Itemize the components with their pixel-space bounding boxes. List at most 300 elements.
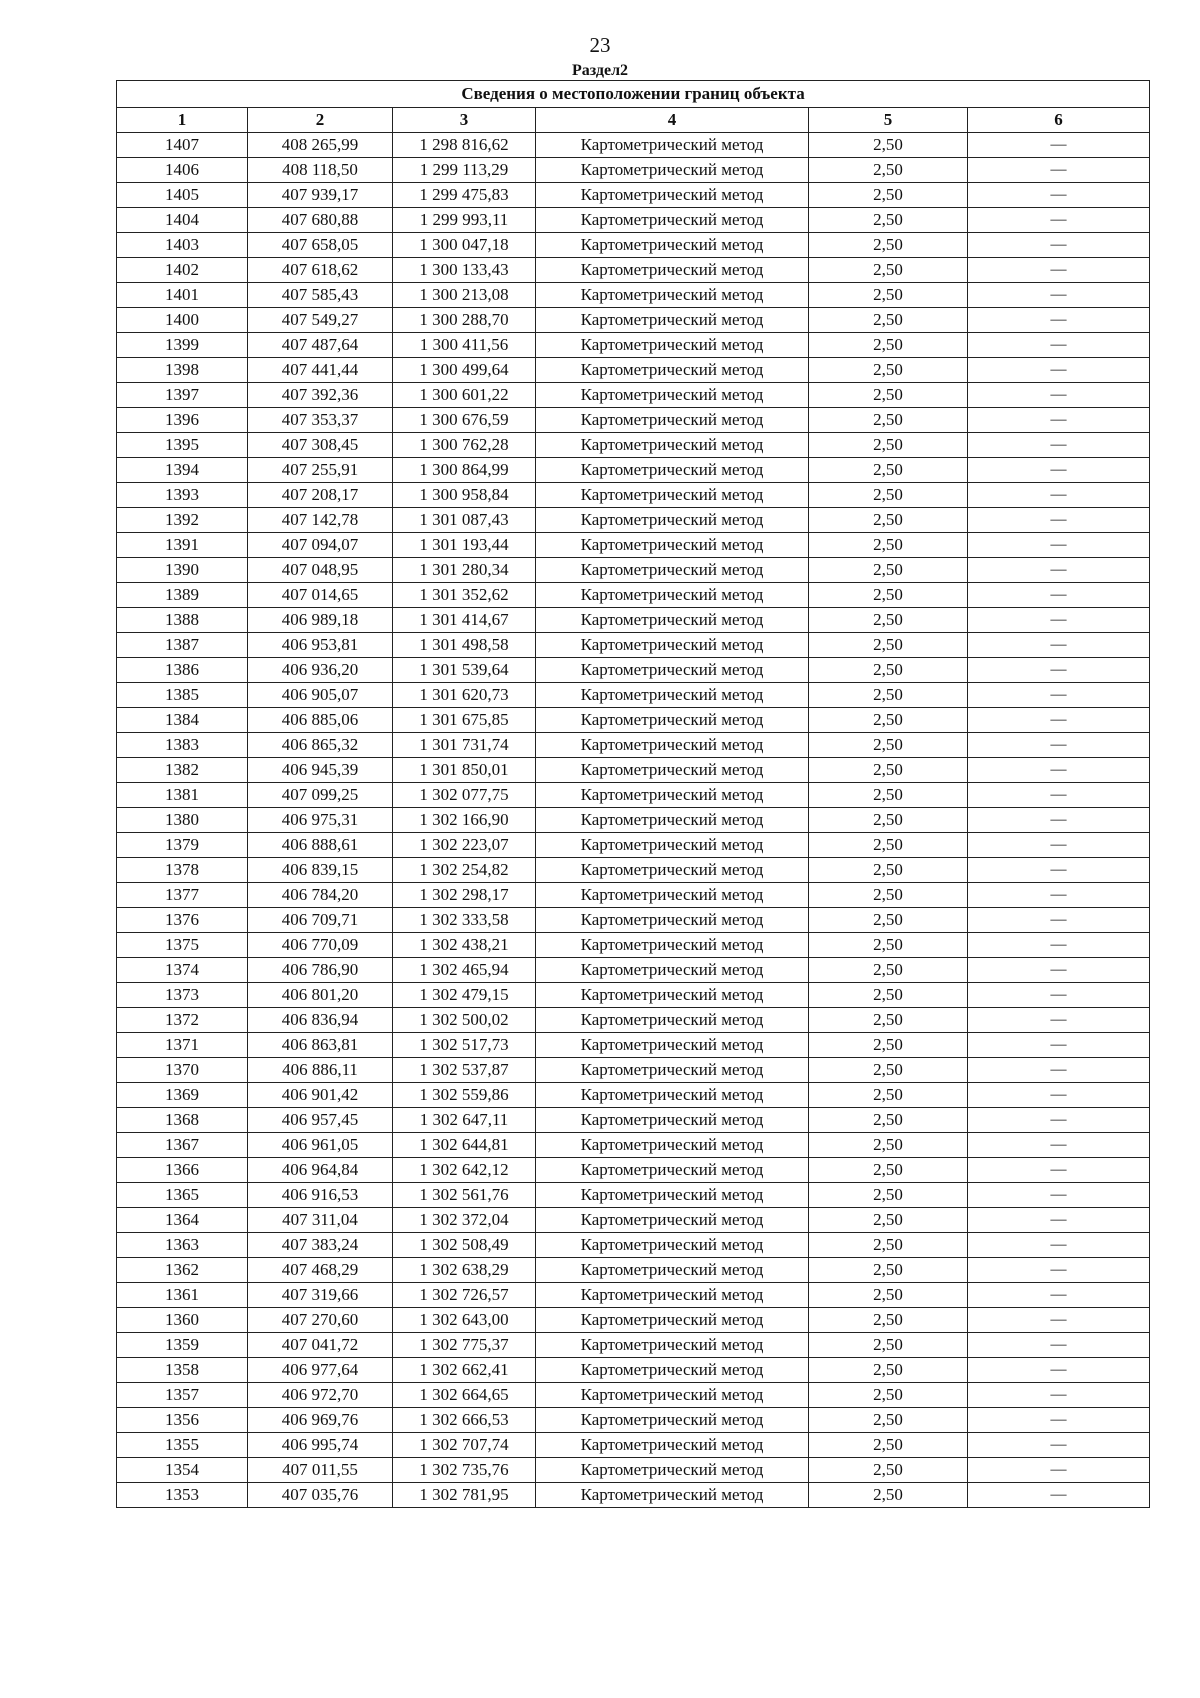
y-coordinate-cell: 1 302 465,94 (393, 958, 536, 983)
table-row (117, 733, 1150, 758)
accuracy-cell: 2,50 (809, 433, 968, 458)
description-cell: — (968, 1283, 1150, 1308)
point-number-cell: 1380 (117, 808, 248, 833)
table-row (117, 983, 1150, 1008)
description-cell: — (968, 1008, 1150, 1033)
y-coordinate-cell: 1 300 411,56 (393, 333, 536, 358)
point-number-cell: 1376 (117, 908, 248, 933)
y-coordinate-cell: 1 300 762,28 (393, 433, 536, 458)
x-coordinate-cell: 407 468,29 (248, 1258, 393, 1283)
method-cell: Картометрический метод (536, 583, 809, 608)
method-cell: Картометрический метод (536, 1008, 809, 1033)
column-header-3: 3 (393, 108, 536, 133)
x-coordinate-cell: 407 094,07 (248, 533, 393, 558)
y-coordinate-cell: 1 302 726,57 (393, 1283, 536, 1308)
table-row (117, 183, 1150, 208)
x-coordinate-cell: 406 839,15 (248, 858, 393, 883)
point-number-cell: 1372 (117, 1008, 248, 1033)
method-cell: Картометрический метод (536, 183, 809, 208)
y-coordinate-cell: 1 302 735,76 (393, 1458, 536, 1483)
table-row (117, 1433, 1150, 1458)
point-number-cell: 1371 (117, 1033, 248, 1058)
method-cell: Картометрический метод (536, 1108, 809, 1133)
point-number-cell: 1398 (117, 358, 248, 383)
y-coordinate-cell: 1 302 638,29 (393, 1258, 536, 1283)
description-cell: — (968, 1133, 1150, 1158)
method-cell: Картометрический метод (536, 383, 809, 408)
accuracy-cell: 2,50 (809, 733, 968, 758)
x-coordinate-cell: 406 863,81 (248, 1033, 393, 1058)
table-caption: Сведения о местоположении границ объекта (117, 81, 1150, 108)
method-cell: Картометрический метод (536, 408, 809, 433)
point-number-cell: 1402 (117, 258, 248, 283)
accuracy-cell: 2,50 (809, 208, 968, 233)
x-coordinate-cell: 406 709,71 (248, 908, 393, 933)
description-cell: — (968, 683, 1150, 708)
table-row (117, 1033, 1150, 1058)
description-cell: — (968, 458, 1150, 483)
x-coordinate-cell: 407 014,65 (248, 583, 393, 608)
y-coordinate-cell: 1 300 133,43 (393, 258, 536, 283)
method-cell: Картометрический метод (536, 883, 809, 908)
y-coordinate-cell: 1 301 193,44 (393, 533, 536, 558)
method-cell: Картометрический метод (536, 233, 809, 258)
description-cell: — (968, 308, 1150, 333)
point-number-cell: 1391 (117, 533, 248, 558)
method-cell: Картометрический метод (536, 1033, 809, 1058)
x-coordinate-cell: 406 945,39 (248, 758, 393, 783)
y-coordinate-cell: 1 301 731,74 (393, 733, 536, 758)
table-row (117, 1258, 1150, 1283)
method-cell: Картометрический метод (536, 533, 809, 558)
x-coordinate-cell: 407 487,64 (248, 333, 393, 358)
description-cell: — (968, 358, 1150, 383)
description-cell: — (968, 208, 1150, 233)
x-coordinate-cell: 407 392,36 (248, 383, 393, 408)
description-cell: — (968, 758, 1150, 783)
y-coordinate-cell: 1 300 958,84 (393, 483, 536, 508)
description-cell: — (968, 158, 1150, 183)
y-coordinate-cell: 1 302 643,00 (393, 1308, 536, 1333)
y-coordinate-cell: 1 302 775,37 (393, 1333, 536, 1358)
accuracy-cell: 2,50 (809, 308, 968, 333)
method-cell: Картометрический метод (536, 683, 809, 708)
point-number-cell: 1399 (117, 333, 248, 358)
point-number-cell: 1387 (117, 633, 248, 658)
y-coordinate-cell: 1 302 508,49 (393, 1233, 536, 1258)
section-title: Раздел2 (571, 62, 629, 79)
method-cell: Картометрический метод (536, 1433, 809, 1458)
table-row (117, 1283, 1150, 1308)
accuracy-cell: 2,50 (809, 133, 968, 158)
table-row (117, 1458, 1150, 1483)
table-row (117, 1408, 1150, 1433)
table-row (117, 483, 1150, 508)
method-cell: Картометрический метод (536, 1158, 809, 1183)
table-row (117, 783, 1150, 808)
y-coordinate-cell: 1 301 675,85 (393, 708, 536, 733)
point-number-cell: 1353 (117, 1483, 248, 1508)
y-coordinate-cell: 1 302 500,02 (393, 1008, 536, 1033)
point-number-cell: 1385 (117, 683, 248, 708)
column-header-4: 4 (536, 108, 809, 133)
accuracy-cell: 2,50 (809, 608, 968, 633)
description-cell: — (968, 733, 1150, 758)
point-number-cell: 1400 (117, 308, 248, 333)
x-coordinate-cell: 407 311,04 (248, 1208, 393, 1233)
accuracy-cell: 2,50 (809, 158, 968, 183)
description-cell: — (968, 808, 1150, 833)
x-coordinate-cell: 407 618,62 (248, 258, 393, 283)
x-coordinate-cell: 406 786,90 (248, 958, 393, 983)
method-cell: Картометрический метод (536, 633, 809, 658)
point-number-cell: 1365 (117, 1183, 248, 1208)
accuracy-cell: 2,50 (809, 983, 968, 1008)
table-row (117, 1233, 1150, 1258)
table-row (117, 683, 1150, 708)
point-number-cell: 1362 (117, 1258, 248, 1283)
accuracy-cell: 2,50 (809, 1083, 968, 1108)
method-cell: Картометрический метод (536, 333, 809, 358)
x-coordinate-cell: 407 208,17 (248, 483, 393, 508)
y-coordinate-cell: 1 300 288,70 (393, 308, 536, 333)
table-row (117, 633, 1150, 658)
method-cell: Картометрический метод (536, 208, 809, 233)
table-row (117, 1183, 1150, 1208)
description-cell: — (968, 383, 1150, 408)
method-cell: Картометрический метод (536, 858, 809, 883)
x-coordinate-cell: 407 041,72 (248, 1333, 393, 1358)
y-coordinate-cell: 1 302 781,95 (393, 1483, 536, 1508)
method-cell: Картометрический метод (536, 283, 809, 308)
method-cell: Картометрический метод (536, 658, 809, 683)
description-cell: — (968, 1233, 1150, 1258)
point-number-cell: 1367 (117, 1133, 248, 1158)
point-number-cell: 1406 (117, 158, 248, 183)
table-row (117, 1358, 1150, 1383)
point-number-cell: 1357 (117, 1383, 248, 1408)
accuracy-cell: 2,50 (809, 783, 968, 808)
description-cell: — (968, 1083, 1150, 1108)
description-cell: — (968, 1183, 1150, 1208)
y-coordinate-cell: 1 300 499,64 (393, 358, 536, 383)
y-coordinate-cell: 1 299 113,29 (393, 158, 536, 183)
y-coordinate-cell: 1 300 601,22 (393, 383, 536, 408)
y-coordinate-cell: 1 302 333,58 (393, 908, 536, 933)
y-coordinate-cell: 1 302 517,73 (393, 1033, 536, 1058)
accuracy-cell: 2,50 (809, 558, 968, 583)
table-row (117, 258, 1150, 283)
method-cell: Картометрический метод (536, 1458, 809, 1483)
column-header-row (117, 108, 1150, 133)
point-number-cell: 1404 (117, 208, 248, 233)
method-cell: Картометрический метод (536, 608, 809, 633)
table-row (117, 233, 1150, 258)
method-cell: Картометрический метод (536, 758, 809, 783)
x-coordinate-cell: 406 801,20 (248, 983, 393, 1008)
point-number-cell: 1381 (117, 783, 248, 808)
accuracy-cell: 2,50 (809, 1133, 968, 1158)
accuracy-cell: 2,50 (809, 1108, 968, 1133)
description-cell: — (968, 883, 1150, 908)
accuracy-cell: 2,50 (809, 458, 968, 483)
x-coordinate-cell: 406 989,18 (248, 608, 393, 633)
description-cell: — (968, 1383, 1150, 1408)
method-cell: Картометрический метод (536, 158, 809, 183)
accuracy-cell: 2,50 (809, 908, 968, 933)
y-coordinate-cell: 1 302 438,21 (393, 933, 536, 958)
y-coordinate-cell: 1 302 561,76 (393, 1183, 536, 1208)
y-coordinate-cell: 1 302 642,12 (393, 1158, 536, 1183)
x-coordinate-cell: 407 585,43 (248, 283, 393, 308)
table-row (117, 808, 1150, 833)
page-number: 23 (589, 33, 611, 57)
accuracy-cell: 2,50 (809, 708, 968, 733)
y-coordinate-cell: 1 302 662,41 (393, 1358, 536, 1383)
x-coordinate-cell: 407 319,66 (248, 1283, 393, 1308)
method-cell: Картометрический метод (536, 1333, 809, 1358)
y-coordinate-cell: 1 302 647,11 (393, 1108, 536, 1133)
point-number-cell: 1354 (117, 1458, 248, 1483)
method-cell: Картометрический метод (536, 833, 809, 858)
x-coordinate-cell: 406 888,61 (248, 833, 393, 858)
accuracy-cell: 2,50 (809, 1233, 968, 1258)
description-cell: — (968, 983, 1150, 1008)
x-coordinate-cell: 406 972,70 (248, 1383, 393, 1408)
method-cell: Картометрический метод (536, 1358, 809, 1383)
y-coordinate-cell: 1 300 864,99 (393, 458, 536, 483)
x-coordinate-cell: 406 886,11 (248, 1058, 393, 1083)
point-number-cell: 1355 (117, 1433, 248, 1458)
point-number-cell: 1370 (117, 1058, 248, 1083)
accuracy-cell: 2,50 (809, 833, 968, 858)
method-cell: Картометрический метод (536, 433, 809, 458)
y-coordinate-cell: 1 301 280,34 (393, 558, 536, 583)
x-coordinate-cell: 407 939,17 (248, 183, 393, 208)
description-cell: — (968, 1358, 1150, 1383)
method-cell: Картометрический метод (536, 1283, 809, 1308)
point-number-cell: 1364 (117, 1208, 248, 1233)
method-cell: Картометрический метод (536, 508, 809, 533)
accuracy-cell: 2,50 (809, 483, 968, 508)
method-cell: Картометрический метод (536, 558, 809, 583)
point-number-cell: 1366 (117, 1158, 248, 1183)
description-cell: — (968, 233, 1150, 258)
x-coordinate-cell: 407 255,91 (248, 458, 393, 483)
x-coordinate-cell: 407 549,27 (248, 308, 393, 333)
point-number-cell: 1373 (117, 983, 248, 1008)
x-coordinate-cell: 406 936,20 (248, 658, 393, 683)
y-coordinate-cell: 1 301 414,67 (393, 608, 536, 633)
x-coordinate-cell: 406 957,45 (248, 1108, 393, 1133)
x-coordinate-cell: 407 308,45 (248, 433, 393, 458)
description-cell: — (968, 933, 1150, 958)
x-coordinate-cell: 407 441,44 (248, 358, 393, 383)
y-coordinate-cell: 1 301 352,62 (393, 583, 536, 608)
table-row (117, 1308, 1150, 1333)
y-coordinate-cell: 1 301 620,73 (393, 683, 536, 708)
table-row (117, 1383, 1150, 1408)
method-cell: Картометрический метод (536, 1383, 809, 1408)
table-row (117, 883, 1150, 908)
method-cell: Картометрический метод (536, 1258, 809, 1283)
description-cell: — (968, 708, 1150, 733)
y-coordinate-cell: 1 302 223,07 (393, 833, 536, 858)
point-number-cell: 1390 (117, 558, 248, 583)
x-coordinate-cell: 407 383,24 (248, 1233, 393, 1258)
method-cell: Картометрический метод (536, 483, 809, 508)
y-coordinate-cell: 1 302 707,74 (393, 1433, 536, 1458)
point-number-cell: 1394 (117, 458, 248, 483)
point-number-cell: 1377 (117, 883, 248, 908)
accuracy-cell: 2,50 (809, 333, 968, 358)
x-coordinate-cell: 406 969,76 (248, 1408, 393, 1433)
y-coordinate-cell: 1 302 559,86 (393, 1083, 536, 1108)
y-coordinate-cell: 1 302 298,17 (393, 883, 536, 908)
table-row (117, 933, 1150, 958)
accuracy-cell: 2,50 (809, 633, 968, 658)
description-cell: — (968, 1158, 1150, 1183)
description-cell: — (968, 783, 1150, 808)
x-coordinate-cell: 406 784,20 (248, 883, 393, 908)
table-row (117, 133, 1150, 158)
point-number-cell: 1361 (117, 1283, 248, 1308)
point-number-cell: 1368 (117, 1108, 248, 1133)
accuracy-cell: 2,50 (809, 183, 968, 208)
x-coordinate-cell: 406 916,53 (248, 1183, 393, 1208)
method-cell: Картометрический метод (536, 308, 809, 333)
y-coordinate-cell: 1 302 077,75 (393, 783, 536, 808)
table-row (117, 1133, 1150, 1158)
point-number-cell: 1388 (117, 608, 248, 633)
description-cell: — (968, 583, 1150, 608)
point-number-cell: 1369 (117, 1083, 248, 1108)
column-header-6: 6 (968, 108, 1150, 133)
x-coordinate-cell: 408 265,99 (248, 133, 393, 158)
method-cell: Картометрический метод (536, 258, 809, 283)
x-coordinate-cell: 407 270,60 (248, 1308, 393, 1333)
x-coordinate-cell: 406 905,07 (248, 683, 393, 708)
x-coordinate-cell: 406 836,94 (248, 1008, 393, 1033)
point-number-cell: 1379 (117, 833, 248, 858)
accuracy-cell: 2,50 (809, 958, 968, 983)
accuracy-cell: 2,50 (809, 1433, 968, 1458)
method-cell: Картометрический метод (536, 1483, 809, 1508)
accuracy-cell: 2,50 (809, 1033, 968, 1058)
description-cell: — (968, 1408, 1150, 1433)
description-cell: — (968, 1458, 1150, 1483)
boundary-coordinates-table (116, 80, 1150, 1508)
method-cell: Картометрический метод (536, 1233, 809, 1258)
table-row (117, 833, 1150, 858)
x-coordinate-cell: 407 048,95 (248, 558, 393, 583)
method-cell: Картометрический метод (536, 1083, 809, 1108)
method-cell: Картометрический метод (536, 1408, 809, 1433)
description-cell: — (968, 283, 1150, 308)
accuracy-cell: 2,50 (809, 1308, 968, 1333)
table-row (117, 908, 1150, 933)
x-coordinate-cell: 407 680,88 (248, 208, 393, 233)
x-coordinate-cell: 407 099,25 (248, 783, 393, 808)
point-number-cell: 1363 (117, 1233, 248, 1258)
accuracy-cell: 2,50 (809, 1258, 968, 1283)
point-number-cell: 1407 (117, 133, 248, 158)
y-coordinate-cell: 1 302 664,65 (393, 1383, 536, 1408)
x-coordinate-cell: 407 658,05 (248, 233, 393, 258)
x-coordinate-cell: 407 353,37 (248, 408, 393, 433)
column-header-5: 5 (809, 108, 968, 133)
table-row (117, 208, 1150, 233)
point-number-cell: 1375 (117, 933, 248, 958)
table-row (117, 608, 1150, 633)
point-number-cell: 1397 (117, 383, 248, 408)
point-number-cell: 1392 (117, 508, 248, 533)
table-row (117, 533, 1150, 558)
accuracy-cell: 2,50 (809, 858, 968, 883)
point-number-cell: 1396 (117, 408, 248, 433)
x-coordinate-cell: 406 975,31 (248, 808, 393, 833)
point-number-cell: 1358 (117, 1358, 248, 1383)
table-row (117, 283, 1150, 308)
method-cell: Картометрический метод (536, 358, 809, 383)
accuracy-cell: 2,50 (809, 1158, 968, 1183)
table-row (117, 708, 1150, 733)
table-row (117, 408, 1150, 433)
description-cell: — (968, 1333, 1150, 1358)
description-cell: — (968, 133, 1150, 158)
method-cell: Картометрический метод (536, 783, 809, 808)
x-coordinate-cell: 407 035,76 (248, 1483, 393, 1508)
method-cell: Картометрический метод (536, 1183, 809, 1208)
method-cell: Картометрический метод (536, 908, 809, 933)
description-cell: — (968, 1108, 1150, 1133)
point-number-cell: 1374 (117, 958, 248, 983)
method-cell: Картометрический метод (536, 708, 809, 733)
point-number-cell: 1359 (117, 1333, 248, 1358)
description-cell: — (968, 508, 1150, 533)
description-cell: — (968, 608, 1150, 633)
y-coordinate-cell: 1 299 993,11 (393, 208, 536, 233)
method-cell: Картометрический метод (536, 933, 809, 958)
accuracy-cell: 2,50 (809, 1183, 968, 1208)
table-row (117, 1158, 1150, 1183)
table-row (117, 333, 1150, 358)
description-cell: — (968, 333, 1150, 358)
table-row (117, 1208, 1150, 1233)
description-cell: — (968, 1208, 1150, 1233)
y-coordinate-cell: 1 300 047,18 (393, 233, 536, 258)
method-cell: Картометрический метод (536, 1133, 809, 1158)
x-coordinate-cell: 407 011,55 (248, 1458, 393, 1483)
description-cell: — (968, 908, 1150, 933)
description-cell: — (968, 858, 1150, 883)
method-cell: Картометрический метод (536, 458, 809, 483)
table-row (117, 758, 1150, 783)
accuracy-cell: 2,50 (809, 683, 968, 708)
point-number-cell: 1360 (117, 1308, 248, 1333)
accuracy-cell: 2,50 (809, 583, 968, 608)
description-cell: — (968, 1258, 1150, 1283)
accuracy-cell: 2,50 (809, 1383, 968, 1408)
description-cell: — (968, 533, 1150, 558)
point-number-cell: 1382 (117, 758, 248, 783)
x-coordinate-cell: 406 964,84 (248, 1158, 393, 1183)
point-number-cell: 1386 (117, 658, 248, 683)
table-caption-row (117, 81, 1150, 108)
method-cell: Картометрический метод (536, 1208, 809, 1233)
accuracy-cell: 2,50 (809, 883, 968, 908)
accuracy-cell: 2,50 (809, 233, 968, 258)
